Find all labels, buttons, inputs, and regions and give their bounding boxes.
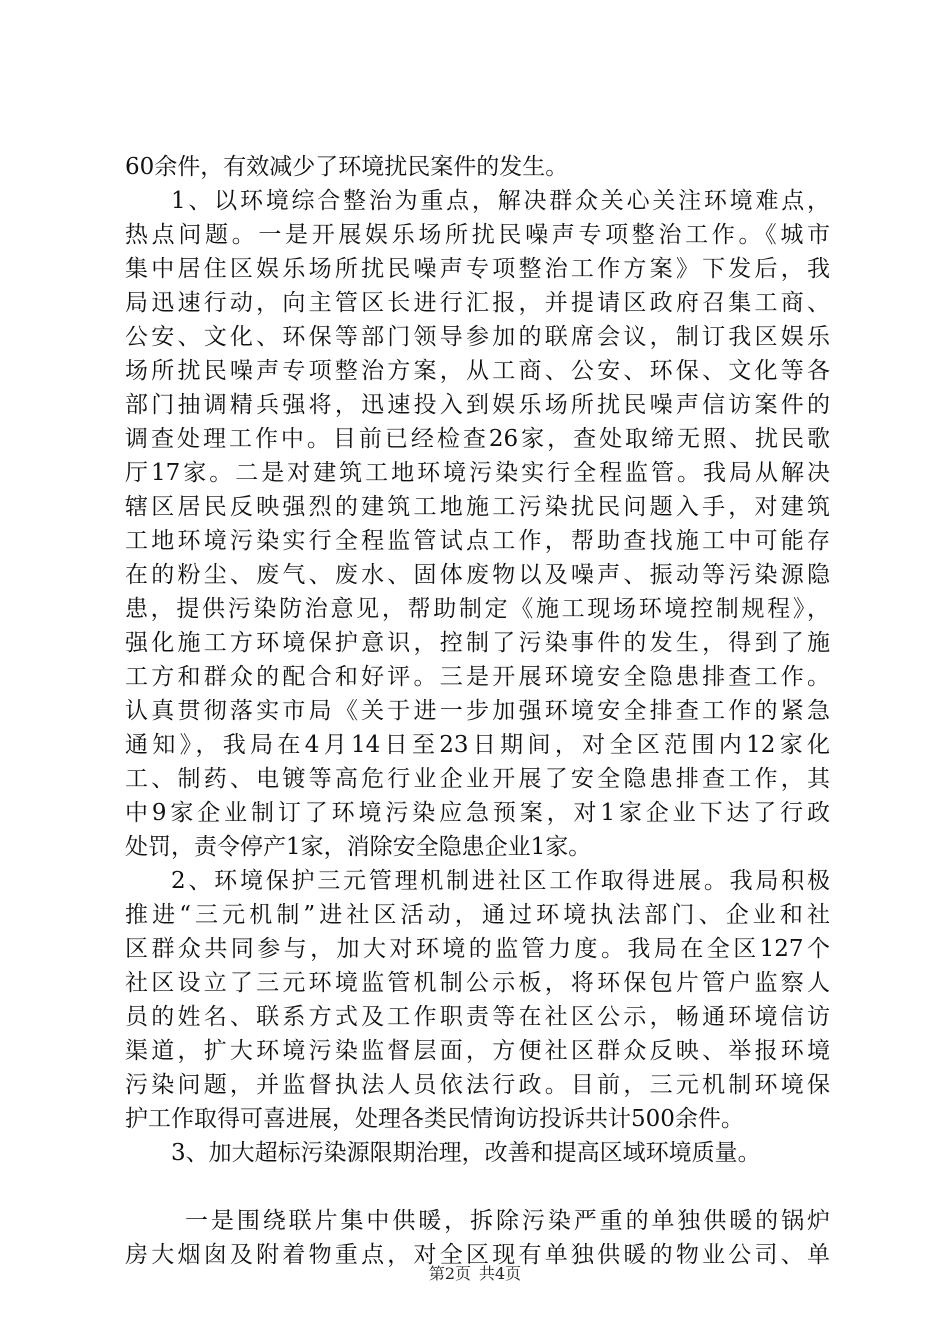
page-number: 第2页 [428,1264,471,1283]
text-line: 厅17家。二是对建筑工地环境污染实行全程监管。我局从解决 [125,460,830,486]
paragraph-2-line: 2、环境保护三元管理机制进社区工作取得进展。我局积极 [171,868,830,894]
page-total: 共4页 [479,1264,522,1283]
text-line: 通知》，我局在4月14日至23日期间，对全区范围内12家化 [125,732,830,758]
paragraph-1-line: 1、以环境综合整治为重点，解决群众关心关注环境难点， [171,188,830,214]
paragraph-3-heading: 3、加大超标污染源限期治理，改善和提高区域环境质量。 [171,1140,761,1166]
text-line: 热点问题。一是开展娱乐场所扰民噪声专项整治工作。《城市 [125,222,830,248]
text-line: 社区设立了三元环境监管机制公示板，将环保包片管户监察人 [125,970,830,996]
text-line: 房大烟囱及附着物重点，对全区现有单独供暖的物业公司、单 [125,1242,830,1268]
text-line: 调查处理工作中。目前已经检查26家，查处取缔无照、扰民歌 [125,426,830,452]
text-line: 认真贯彻落实市局《关于进一步加强环境安全排查工作的紧急 [125,698,830,724]
text-line: 中9家企业制订了环境污染应急预案，对1家企业下达了行政 [125,800,830,826]
text-line: 公安、文化、环保等部门领导参加的联席会议，制订我区娱乐 [125,324,830,350]
text-line: 推进“三元机制”进社区活动，通过环境执法部门、企业和社 [125,902,830,928]
text-line: 60余件，有效减少了环境扰民案件的发生。 [125,154,569,180]
text-line: 强化施工方环境保护意识，控制了污染事件的发生，得到了施 [125,630,830,656]
text-line: 工方和群众的配合和好评。三是开展环境安全隐患排查工作。 [125,664,830,690]
text-line: 区群众共同参与，加大对环境的监管力度。我局在全区127个 [125,936,830,962]
page-footer [0,1264,950,1284]
text-line: 员的姓名、联系方式及工作职责等在社区公示，畅通环境信访 [125,1004,830,1030]
paragraph-gap [125,1170,830,1204]
text-line: 场所扰民噪声专项整治方案，从工商、公安、环保、文化等各 [125,358,830,384]
text-line: 部门抽调精兵强将，迅速投入到娱乐场所扰民噪声信访案件的 [125,392,830,418]
text-line: 辖区居民反映强烈的建筑工地施工污染扰民问题入手，对建筑 [125,494,830,520]
text-line: 集中居住区娱乐场所扰民噪声专项整治工作方案》下发后，我 [125,256,830,282]
text-line: 工、制药、电镀等高危行业企业开展了安全隐患排查工作，其 [125,766,830,792]
text-line: 护工作取得可喜进展，处理各类民情询访投诉共计500余件。 [125,1106,744,1132]
text-line: 在的粉尘、废气、废水、固体废物以及噪声、振动等污染源隐 [125,562,830,588]
text-line: 患，提供污染防治意见，帮助制定《施工现场环境控制规程》， [125,596,830,622]
text-line: 渠道，扩大环境污染监督层面，方便社区群众反映、举报环境 [125,1038,830,1064]
document-body [125,150,830,1272]
paragraph-4-line: 一是围绕联片集中供暖，拆除污染严重的单独供暖的锅炉 [185,1208,830,1234]
text-line: 污染问题，并监督执法人员依法行政。目前，三元机制环境保 [125,1072,830,1098]
text-line: 处罚，责令停产1家，消除安全隐患企业1家。 [125,834,592,860]
text-line: 工地环境污染实行全程监管试点工作，帮助查找施工中可能存 [125,528,830,554]
text-line: 局迅速行动，向主管区长进行汇报，并提请区政府召集工商、 [125,290,830,316]
